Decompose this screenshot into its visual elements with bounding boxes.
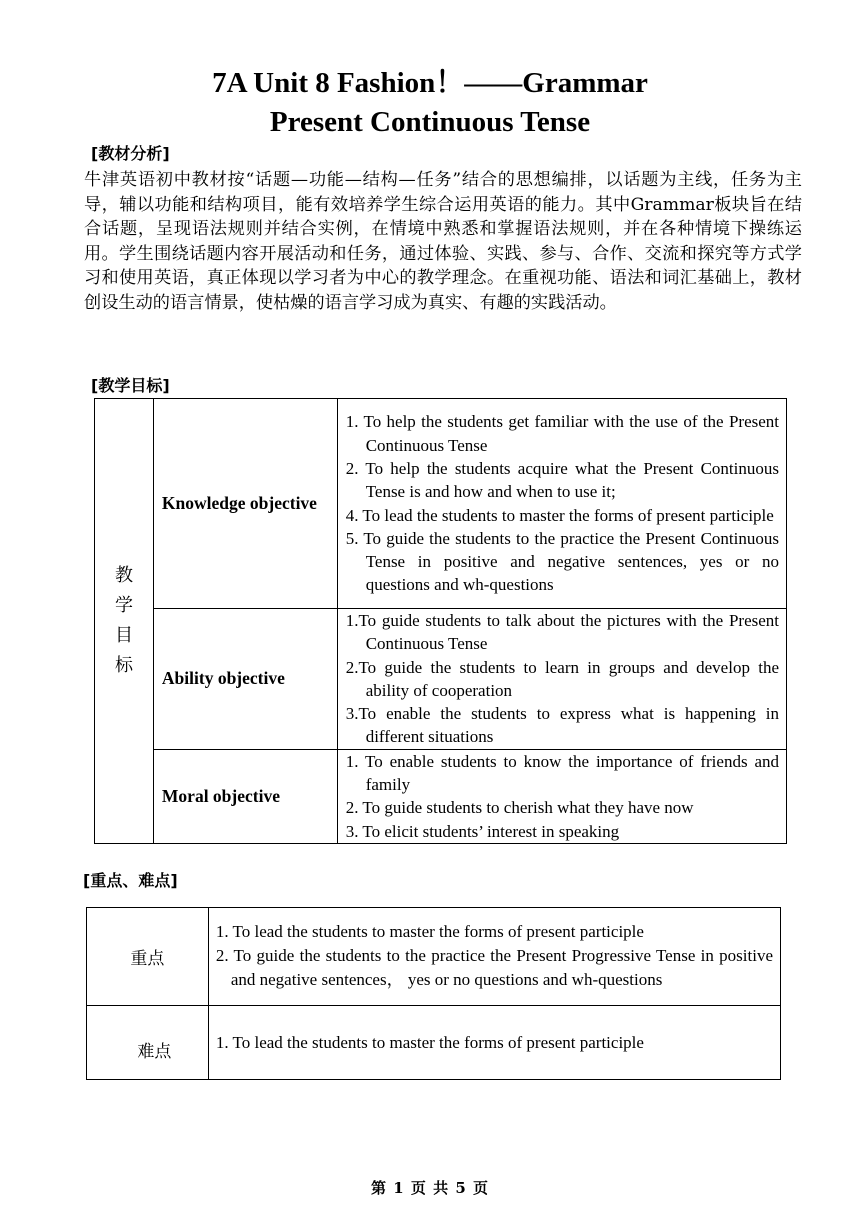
objective-item: 1. To help the students get familiar with the use of the Present Continuous Tense	[345, 412, 779, 455]
objective-item: 4. To lead the students to master the forms of present participle	[345, 505, 774, 525]
key-items	[209, 920, 780, 992]
objective-name-cell	[153, 399, 337, 609]
objective-item: 2. To help the students acquire what the Present Continuous Tense is and how and when to use it;	[345, 458, 779, 502]
objectives-table	[94, 398, 787, 844]
key-row-important	[87, 908, 781, 1006]
objective-item: 2. To guide students to cherish what they have now	[345, 798, 694, 818]
objective-name-cell	[153, 609, 337, 750]
key-row-difficult	[87, 1006, 781, 1080]
objective-items-cell	[337, 749, 786, 843]
objective-items-cell	[337, 399, 786, 609]
objective-item: 5. To guide the students to the practice the Present Continuous Tense in positive and negative sentences, yes or no questions and wh-questions	[345, 528, 779, 595]
key-name: 难点	[137, 1042, 172, 1062]
key-name-cell	[87, 908, 209, 1006]
objective-item: 1. To enable students to know the importance of friends and family	[345, 751, 779, 795]
objective-row-ability	[95, 609, 787, 750]
key-name-cell	[87, 1006, 209, 1080]
objective-item: 2.To guide the students to learn in groups and develop the ability of cooperation	[345, 657, 779, 700]
objective-items	[338, 750, 786, 843]
objective-row-knowledge	[95, 399, 787, 609]
objective-item: 3. To elicit students’ interest in speaking	[345, 821, 620, 841]
key-points-label: [重点、难点]	[83, 871, 178, 890]
objectives-side-cell	[95, 399, 154, 844]
key-item: 2. To guide the students to the practice the Present Progressive Tense in positive and negative sentences， yes or no questions and wh-questions	[215, 945, 773, 990]
key-name: 重点	[130, 949, 165, 969]
page-footer: 第 1 页 共 5 页	[371, 1179, 489, 1197]
objective-name: Ability objective	[161, 668, 285, 689]
objective-name-cell	[153, 749, 337, 843]
objective-item: 1.To guide students to talk about the pictures with the Present Continuous Tense	[345, 611, 779, 654]
key-items	[209, 1031, 780, 1054]
key-items-cell	[208, 908, 780, 1006]
objective-name: Moral objective	[161, 785, 280, 806]
key-item: 1. To lead the students to master the forms of present participle	[215, 922, 644, 942]
objective-name: Knowledge objective	[161, 493, 317, 513]
key-points-table	[86, 907, 781, 1080]
objective-items	[338, 609, 786, 749]
objective-item: 3.To enable the students to express what is happening in different situations	[345, 704, 779, 747]
document-title-line1: 7A Unit 8 Fashion！——Grammar	[212, 67, 648, 99]
analysis-label: [教材分析]	[91, 144, 170, 163]
objectives-label: [教学目标]	[91, 376, 170, 395]
key-items-cell	[208, 1006, 780, 1080]
document-title-line2: Present Continuous Tense	[269, 106, 591, 138]
objective-items	[338, 410, 786, 596]
objective-items-cell	[337, 609, 786, 750]
objective-row-moral	[95, 749, 787, 843]
analysis-paragraph: 牛津英语初中教材按“话题—功能—结构—任务”结合的思想编排，以话题为主线，任务为主导，辅以功能和结构项目，能有效培养学生综合运用英语的能力。其中Grammar板块旨在结合话题，呈现语法规则并结合实例，在情境中熟悉和掌握语法规则，并在各种情境下操练运用。学生围绕话题内容开展活动和任务，通过体验、实践、参与、合作、交流和探究等方式学习和使用英语，真正体现以学习者为中心的教学理念。在重视功能、语法和词汇基础上，教材创设生动的语言情景，使枯燥的语言学习成为真实、有趣的实践活动。	[84, 170, 802, 313]
objectives-side-label: 教 学 目 标	[114, 564, 133, 676]
key-item: 1. To lead the students to master the forms of present participle	[215, 1032, 644, 1052]
